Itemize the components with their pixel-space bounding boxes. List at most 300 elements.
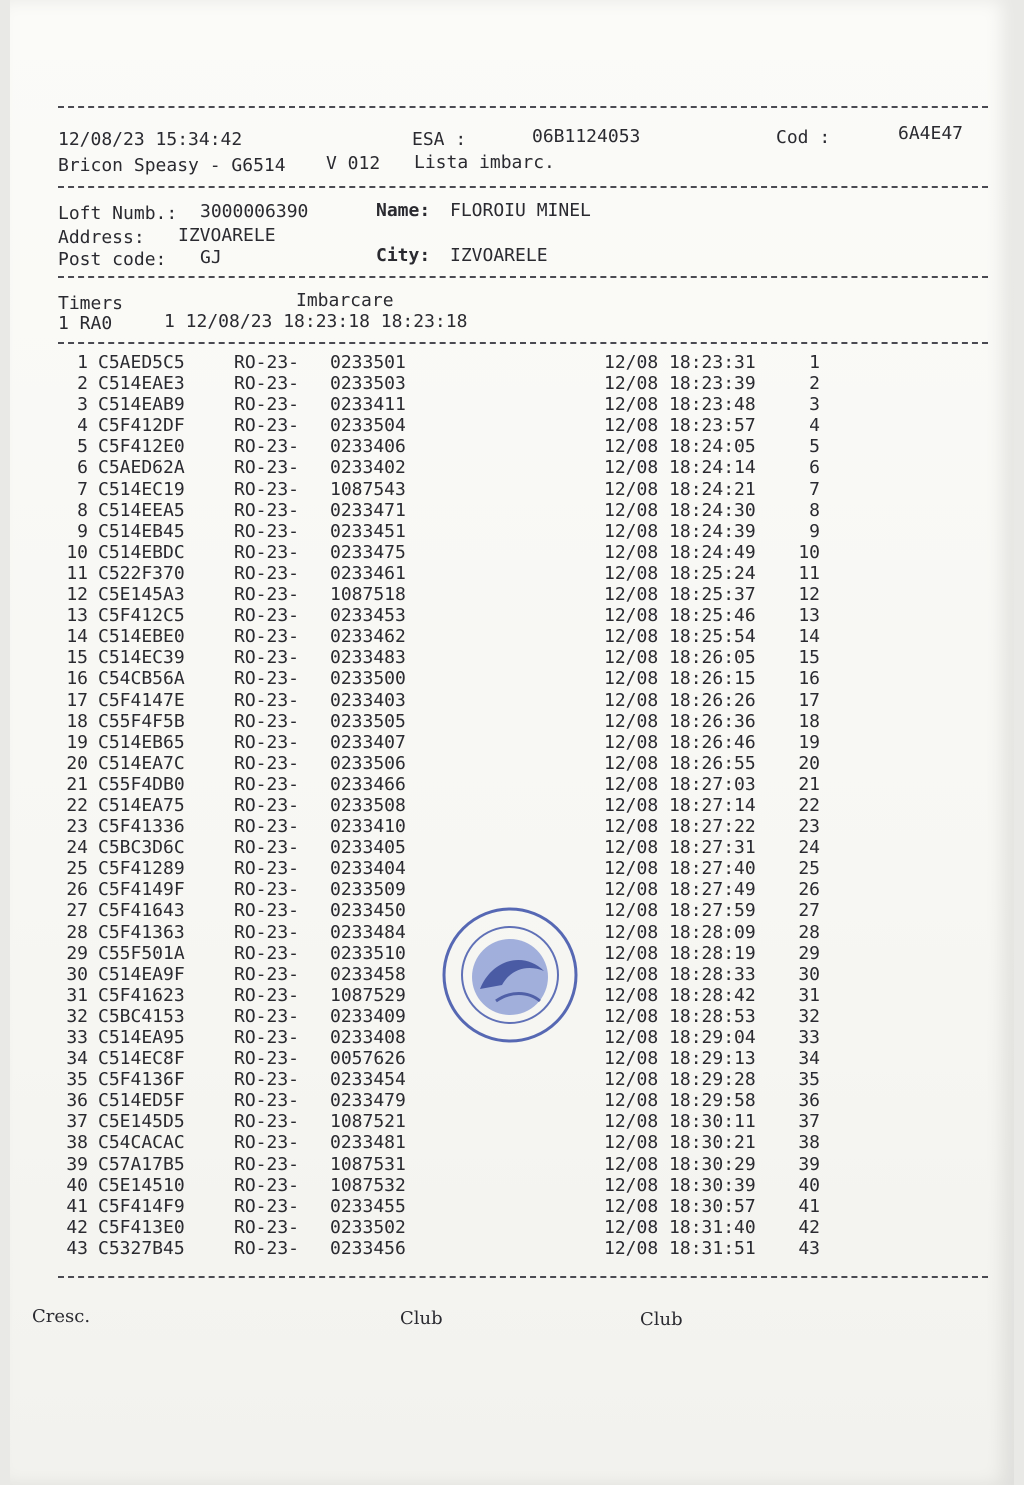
chip-code: C57A17B5	[98, 1153, 185, 1175]
basketing-time: 12/08 18:27:31	[604, 837, 756, 859]
ring-prefix: RO-23-	[234, 1195, 300, 1217]
sequence-number: 1	[809, 352, 820, 373]
ring-number: 0233456	[330, 1237, 406, 1259]
sequence-number: 26	[798, 879, 820, 901]
basketing-time: 12/08 18:28:42	[604, 984, 756, 1006]
chip-code: C5E145D5	[98, 1111, 185, 1133]
row-index: 27	[66, 900, 88, 922]
list-row	[58, 1111, 838, 1132]
row-index: 39	[66, 1153, 88, 1175]
ring-prefix: RO-23-	[234, 1111, 300, 1133]
ring-prefix: RO-23-	[234, 710, 300, 732]
ring-prefix: RO-23-	[234, 415, 300, 437]
basketing-time: 12/08 18:23:39	[604, 373, 756, 395]
sequence-number: 41	[798, 1195, 820, 1217]
list-row	[58, 1048, 838, 1069]
row-index: 30	[66, 963, 88, 985]
ring-prefix: RO-23-	[234, 1090, 300, 1112]
row-index: 14	[66, 626, 88, 648]
ring-prefix: RO-23-	[234, 520, 300, 542]
list-row	[58, 1069, 838, 1090]
sequence-number: 33	[798, 1027, 820, 1048]
ring-number: 0233481	[330, 1132, 406, 1154]
ring-prefix: RO-23-	[234, 668, 300, 690]
chip-code: C55F4DB0	[98, 773, 185, 795]
row-index: 6	[77, 457, 88, 479]
chip-code: C514EC8F	[98, 1048, 185, 1070]
ring-number: 0233503	[330, 373, 406, 395]
list-row	[58, 584, 838, 605]
basketing-time: 12/08 18:23:57	[604, 415, 756, 437]
ring-prefix: RO-23-	[234, 1216, 300, 1238]
ring-number: 0233409	[330, 1005, 406, 1027]
sequence-number: 43	[798, 1237, 820, 1259]
row-index: 17	[66, 689, 88, 711]
ring-number: 1087543	[330, 478, 406, 500]
list-row	[58, 352, 838, 373]
basketing-time: 12/08 18:23:48	[604, 394, 756, 416]
fancier-name: FLOROIU MINEL	[450, 200, 591, 221]
ring-number: 0233501	[330, 352, 406, 373]
city-value: IZVOARELE	[450, 245, 548, 266]
list-row	[58, 647, 838, 668]
list-row	[58, 500, 838, 521]
chip-code: C5F412DF	[98, 415, 185, 437]
ring-number: 0233406	[330, 436, 406, 458]
chip-code: C514EB45	[98, 520, 185, 542]
ring-prefix: RO-23-	[234, 963, 300, 985]
basketing-time: 12/08 18:26:26	[604, 689, 756, 711]
timer-sync-times: 1 12/08/23 18:23:18 18:23:18	[164, 311, 468, 332]
list-row	[58, 1175, 838, 1196]
basketing-time: 12/08 18:25:37	[604, 584, 756, 606]
chip-code: C522F370	[98, 562, 185, 584]
basketing-time: 12/08 18:29:58	[604, 1090, 756, 1112]
chip-code: C5BC4153	[98, 1005, 185, 1027]
list-row	[58, 690, 838, 711]
ring-number: 0233461	[330, 562, 406, 584]
row-index: 4	[77, 415, 88, 437]
list-row	[58, 1238, 838, 1259]
ring-prefix: RO-23-	[234, 1174, 300, 1196]
separator-list	[58, 342, 988, 344]
row-index: 19	[66, 731, 88, 753]
sequence-number: 34	[798, 1048, 820, 1070]
ring-number: 0233410	[330, 816, 406, 838]
chip-code: C5F412E0	[98, 436, 185, 458]
basketing-time: 12/08 18:30:29	[604, 1153, 756, 1175]
sequence-number: 7	[809, 478, 820, 500]
basketing-time: 12/08 18:27:22	[604, 816, 756, 838]
ring-prefix: RO-23-	[234, 1069, 300, 1091]
chip-code: C5AED5C5	[98, 352, 185, 373]
row-index: 23	[66, 816, 88, 838]
ring-prefix: RO-23-	[234, 478, 300, 500]
chip-code: C5F41363	[98, 921, 185, 943]
chip-code: C514ED5F	[98, 1090, 185, 1112]
basketing-time: 12/08 18:29:04	[604, 1027, 756, 1048]
row-index: 34	[66, 1048, 88, 1070]
ring-prefix: RO-23-	[234, 900, 300, 922]
chip-code: C54CB56A	[98, 668, 185, 690]
row-index: 13	[66, 605, 88, 627]
ring-prefix: RO-23-	[234, 1005, 300, 1027]
ring-prefix: RO-23-	[234, 879, 300, 901]
ring-number: 0233411	[330, 394, 406, 416]
list-row	[58, 1154, 838, 1175]
ring-number: 0233471	[330, 499, 406, 521]
basketing-time: 12/08 18:28:09	[604, 921, 756, 943]
basketing-time: 12/08 18:30:39	[604, 1174, 756, 1196]
row-index: 18	[66, 710, 88, 732]
ring-number: 0233404	[330, 858, 406, 880]
basketing-time: 12/08 18:31:51	[604, 1237, 756, 1259]
ring-number: 0233403	[330, 689, 406, 711]
row-index: 43	[66, 1237, 88, 1259]
loft-number: 3000006390	[200, 201, 309, 222]
sequence-number: 38	[798, 1132, 820, 1154]
imbarcare-label: Imbarcare	[296, 290, 394, 311]
ring-prefix: RO-23-	[234, 858, 300, 880]
sequence-number: 3	[809, 394, 820, 416]
basketing-time: 12/08 18:24:14	[604, 457, 756, 479]
ring-prefix: RO-23-	[234, 794, 300, 816]
basketing-time: 12/08 18:26:15	[604, 668, 756, 690]
sequence-number: 16	[798, 668, 820, 690]
basketing-list	[58, 352, 838, 1259]
list-row	[58, 373, 838, 394]
ring-prefix: RO-23-	[234, 373, 300, 395]
sequence-number: 20	[798, 752, 820, 774]
row-index: 5	[77, 436, 88, 458]
ring-number: 0233402	[330, 457, 406, 479]
chip-code: C514EA95	[98, 1027, 185, 1048]
row-index: 25	[66, 858, 88, 880]
ring-number: 0233450	[330, 900, 406, 922]
list-row	[58, 605, 838, 626]
sequence-number: 6	[809, 457, 820, 479]
row-index: 2	[77, 373, 88, 395]
ring-number: 0233408	[330, 1027, 406, 1048]
sequence-number: 17	[798, 689, 820, 711]
ring-prefix: RO-23-	[234, 436, 300, 458]
ring-number: 0233451	[330, 520, 406, 542]
basketing-time: 12/08 18:24:49	[604, 541, 756, 563]
row-index: 42	[66, 1216, 88, 1238]
ring-prefix: RO-23-	[234, 457, 300, 479]
ring-number: 0233407	[330, 731, 406, 753]
post-code-label: Post code:	[58, 249, 167, 270]
sequence-number: 22	[798, 794, 820, 816]
ring-prefix: RO-23-	[234, 394, 300, 416]
ring-prefix: RO-23-	[234, 1237, 300, 1259]
ring-prefix: RO-23-	[234, 352, 300, 373]
chip-code: C514EC19	[98, 478, 185, 500]
row-index: 37	[66, 1111, 88, 1133]
chip-code: C54CACAC	[98, 1132, 185, 1154]
chip-code: C514EBDC	[98, 541, 185, 563]
list-row	[58, 1090, 838, 1111]
chip-code: C514EB65	[98, 731, 185, 753]
cod-value: 6A4E47	[898, 123, 964, 144]
ring-prefix: RO-23-	[234, 647, 300, 669]
row-index: 21	[66, 773, 88, 795]
ring-number: 0233504	[330, 415, 406, 437]
list-row	[58, 1132, 838, 1153]
list-row	[58, 521, 838, 542]
row-index: 38	[66, 1132, 88, 1154]
ring-prefix: RO-23-	[234, 689, 300, 711]
ring-prefix: RO-23-	[234, 984, 300, 1006]
row-index: 20	[66, 752, 88, 774]
ring-number: 0233508	[330, 794, 406, 816]
esa-value: 06B1124053	[532, 126, 641, 147]
ring-prefix: RO-23-	[234, 773, 300, 795]
sequence-number: 30	[798, 963, 820, 985]
list-row	[58, 795, 838, 816]
basketing-time: 12/08 18:24:30	[604, 499, 756, 521]
ring-number: 0233484	[330, 921, 406, 943]
ring-number: 0233466	[330, 773, 406, 795]
basketing-time: 12/08 18:24:21	[604, 478, 756, 500]
chip-code: C5E14510	[98, 1174, 185, 1196]
row-index: 40	[66, 1174, 88, 1196]
basketing-time: 12/08 18:23:31	[604, 352, 756, 373]
row-index: 41	[66, 1195, 88, 1217]
ring-number: 0233453	[330, 605, 406, 627]
chip-code: C5BC3D6C	[98, 837, 185, 859]
row-index: 32	[66, 1005, 88, 1027]
esa-label: ESA :	[412, 129, 467, 150]
timers-label: Timers	[58, 293, 124, 314]
ring-prefix: RO-23-	[234, 752, 300, 774]
sequence-number: 10	[798, 541, 820, 563]
ring-prefix: RO-23-	[234, 605, 300, 627]
sequence-number: 19	[798, 731, 820, 753]
device-name: Bricon Speasy - G6514	[58, 155, 286, 176]
post-code-value: GJ	[200, 247, 222, 268]
row-index: 35	[66, 1069, 88, 1091]
sequence-number: 12	[798, 584, 820, 606]
ring-prefix: RO-23-	[234, 837, 300, 859]
sequence-number: 24	[798, 837, 820, 859]
chip-code: C5F412C5	[98, 605, 185, 627]
row-index: 3	[77, 394, 88, 416]
list-row	[58, 626, 838, 647]
sequence-number: 39	[798, 1153, 820, 1175]
row-index: 15	[66, 647, 88, 669]
sequence-number: 14	[798, 626, 820, 648]
address-value: IZVOARELE	[178, 225, 276, 246]
ring-number: 0233458	[330, 963, 406, 985]
ring-prefix: RO-23-	[234, 562, 300, 584]
basketing-time: 12/08 18:28:19	[604, 942, 756, 964]
ring-number: 0233455	[330, 1195, 406, 1217]
sequence-number: 37	[798, 1111, 820, 1133]
ring-prefix: RO-23-	[234, 1153, 300, 1175]
list-row	[58, 858, 838, 879]
sequence-number: 31	[798, 984, 820, 1006]
basketing-time: 12/08 18:24:05	[604, 436, 756, 458]
list-row	[58, 732, 838, 753]
sequence-number: 4	[809, 415, 820, 437]
row-index: 1	[77, 352, 88, 373]
basketing-time: 12/08 18:31:40	[604, 1216, 756, 1238]
ring-number: 0233483	[330, 647, 406, 669]
row-index: 28	[66, 921, 88, 943]
ring-number: 0233479	[330, 1090, 406, 1112]
basketing-time: 12/08 18:26:55	[604, 752, 756, 774]
ring-number: 1087521	[330, 1111, 406, 1133]
ring-prefix: RO-23-	[234, 921, 300, 943]
ring-number: 0233405	[330, 837, 406, 859]
sequence-number: 23	[798, 816, 820, 838]
address-label: Address:	[58, 227, 145, 248]
sequence-number: 8	[809, 499, 820, 521]
row-index: 26	[66, 879, 88, 901]
ring-number: 0233475	[330, 541, 406, 563]
sequence-number: 11	[798, 562, 820, 584]
basketing-time: 12/08 18:27:03	[604, 773, 756, 795]
ring-prefix: RO-23-	[234, 626, 300, 648]
sequence-number: 40	[798, 1174, 820, 1196]
ring-prefix: RO-23-	[234, 731, 300, 753]
basketing-time: 12/08 18:28:53	[604, 1005, 756, 1027]
basketing-time: 12/08 18:26:46	[604, 731, 756, 753]
row-index: 31	[66, 984, 88, 1006]
list-row	[58, 542, 838, 563]
chip-code: C514EAB9	[98, 394, 185, 416]
firmware-version: V 012	[326, 153, 381, 174]
row-index: 33	[66, 1027, 88, 1048]
basketing-time: 12/08 18:24:39	[604, 520, 756, 542]
basketing-time: 12/08 18:25:46	[604, 605, 756, 627]
sequence-number: 32	[798, 1005, 820, 1027]
row-index: 8	[77, 499, 88, 521]
ring-number: 0233509	[330, 879, 406, 901]
chip-code: C5F4147E	[98, 689, 185, 711]
list-row	[58, 479, 838, 500]
chip-code: C514EA7C	[98, 752, 185, 774]
club-signature-label-1: Club	[400, 1308, 443, 1329]
chip-code: C514EA75	[98, 794, 185, 816]
row-index: 16	[66, 668, 88, 690]
list-row	[58, 415, 838, 436]
list-row	[58, 837, 838, 858]
city-label: City:	[376, 245, 431, 266]
ring-prefix: RO-23-	[234, 1048, 300, 1070]
sequence-number: 29	[798, 942, 820, 964]
chip-code: C5F41289	[98, 858, 185, 880]
chip-code: C514EC39	[98, 647, 185, 669]
ring-number: 0233510	[330, 942, 406, 964]
sequence-number: 13	[798, 605, 820, 627]
chip-code: C5E145A3	[98, 584, 185, 606]
ring-number: 0233505	[330, 710, 406, 732]
ring-number: 1087529	[330, 984, 406, 1006]
basketing-time: 12/08 18:25:24	[604, 562, 756, 584]
sequence-number: 2	[809, 373, 820, 395]
chip-code: C514EA9F	[98, 963, 185, 985]
cod-label: Cod :	[776, 127, 831, 148]
chip-code: C5AED62A	[98, 457, 185, 479]
ring-prefix: RO-23-	[234, 541, 300, 563]
ring-prefix: RO-23-	[234, 942, 300, 964]
chip-code: C5F413E0	[98, 1216, 185, 1238]
basketing-time: 12/08 18:27:14	[604, 794, 756, 816]
basketing-time: 12/08 18:29:28	[604, 1069, 756, 1091]
row-index: 10	[66, 541, 88, 563]
ring-number: 1087531	[330, 1153, 406, 1175]
chip-code: C5F41336	[98, 816, 185, 838]
print-datetime: 12/08/23 15:34:42	[58, 129, 243, 150]
sequence-number: 36	[798, 1090, 820, 1112]
ring-number: 1087532	[330, 1174, 406, 1196]
ring-number: 0233500	[330, 668, 406, 690]
basketing-time: 12/08 18:27:59	[604, 900, 756, 922]
separator-loft	[58, 276, 988, 278]
ring-number: 0233502	[330, 1216, 406, 1238]
basketing-time: 12/08 18:28:33	[604, 963, 756, 985]
list-row	[58, 1217, 838, 1238]
chip-code: C5327B45	[98, 1237, 185, 1259]
chip-code: C55F501A	[98, 942, 185, 964]
ring-number: 0233462	[330, 626, 406, 648]
club-seal-stamp	[440, 905, 580, 1045]
ring-number: 0233506	[330, 752, 406, 774]
list-row	[58, 563, 838, 584]
sequence-number: 18	[798, 710, 820, 732]
ring-number: 0233454	[330, 1069, 406, 1091]
basketing-time: 12/08 18:25:54	[604, 626, 756, 648]
ring-number: 0057626	[330, 1048, 406, 1070]
sequence-number: 25	[798, 858, 820, 880]
list-row	[58, 394, 838, 415]
list-row	[58, 879, 838, 900]
row-index: 22	[66, 794, 88, 816]
row-index: 29	[66, 942, 88, 964]
ring-prefix: RO-23-	[234, 816, 300, 838]
loft-label: Loft Numb.:	[58, 203, 178, 224]
list-row	[58, 668, 838, 689]
chip-code: C514EAE3	[98, 373, 185, 395]
list-row	[58, 753, 838, 774]
list-row	[58, 711, 838, 732]
list-title: Lista imbarc.	[414, 152, 555, 173]
sequence-number: 9	[809, 520, 820, 542]
chip-code: C5F41623	[98, 984, 185, 1006]
separator-top	[58, 106, 988, 108]
ring-prefix: RO-23-	[234, 1027, 300, 1048]
list-row	[58, 1196, 838, 1217]
list-row	[58, 457, 838, 478]
list-row	[58, 774, 838, 795]
chip-code: C55F4F5B	[98, 710, 185, 732]
ring-prefix: RO-23-	[234, 584, 300, 606]
sequence-number: 42	[798, 1216, 820, 1238]
sequence-number: 15	[798, 647, 820, 669]
basketing-time: 12/08 18:30:11	[604, 1111, 756, 1133]
basketing-time: 12/08 18:29:13	[604, 1048, 756, 1070]
ring-number: 1087518	[330, 584, 406, 606]
basketing-time: 12/08 18:26:05	[604, 647, 756, 669]
row-index: 9	[77, 520, 88, 542]
basketing-time: 12/08 18:27:40	[604, 858, 756, 880]
basketing-time: 12/08 18:30:21	[604, 1132, 756, 1154]
chip-code: C5F4136F	[98, 1069, 185, 1091]
sequence-number: 28	[798, 921, 820, 943]
list-row	[58, 436, 838, 457]
